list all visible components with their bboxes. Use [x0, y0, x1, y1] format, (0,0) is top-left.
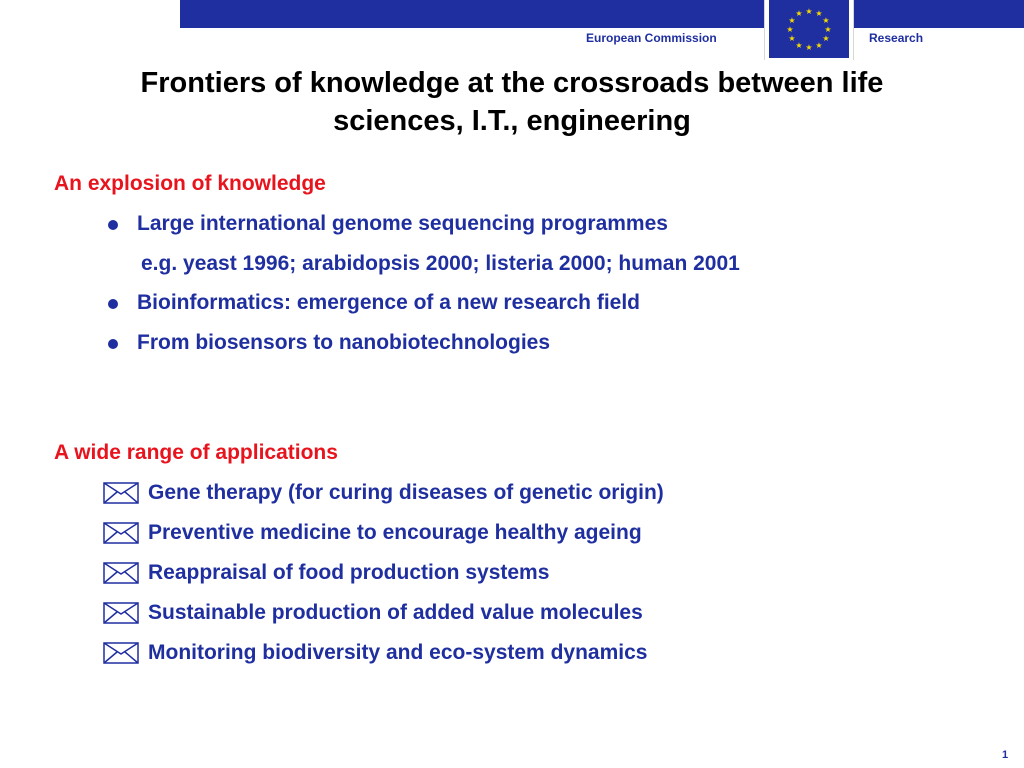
list-item: From biosensors to nanobiotechnologies	[137, 331, 551, 354]
svg-text:★: ★	[815, 9, 823, 18]
bullet-dot-icon	[108, 299, 118, 309]
svg-text:★: ★	[805, 7, 813, 16]
bullet-dot-icon	[108, 220, 118, 230]
envelope-bullet-icon	[103, 522, 139, 544]
page-number: 1	[1002, 749, 1009, 761]
svg-text:★: ★	[788, 34, 796, 43]
list-item: Bioinformatics: emergence of a new research field	[137, 291, 640, 314]
european-commission-label: European Commission	[586, 31, 717, 45]
eu-flag-logo	[764, 0, 854, 60]
header-bar	[180, 0, 1024, 28]
section-heading-knowledge: An explosion of knowledge	[54, 172, 326, 195]
svg-text:★: ★	[824, 25, 832, 34]
svg-text:★: ★	[805, 43, 813, 52]
list-item: Monitoring biodiversity and eco-system dynamics	[148, 641, 648, 664]
svg-text:★: ★	[822, 16, 830, 25]
list-item: Gene therapy (for curing diseases of genetic origin)	[148, 481, 664, 504]
list-item: Preventive medicine to encourage healthy ageing	[148, 521, 642, 544]
envelope-bullet-icon	[103, 482, 139, 504]
eu-flag-icon	[769, 0, 849, 58]
svg-text:★: ★	[786, 25, 794, 34]
svg-text:★: ★	[822, 34, 830, 43]
slide-title: Frontiers of knowledge at the crossroads between life sciences, I.T., engineering	[140, 67, 884, 137]
section-heading-applications: A wide range of applications	[54, 441, 338, 464]
bullet-dot-icon	[108, 339, 118, 349]
svg-text:★: ★	[795, 41, 803, 50]
example-line: e.g. yeast 1996; arabidopsis 2000; listeria 2000; human 2001	[141, 252, 740, 275]
envelope-bullet-icon	[103, 642, 139, 664]
list-item: Reappraisal of food production systems	[148, 561, 550, 584]
svg-text:★: ★	[815, 41, 823, 50]
svg-text:★: ★	[788, 16, 796, 25]
list-item: Large international genome sequencing programmes	[137, 212, 668, 235]
svg-text:★: ★	[795, 9, 803, 18]
list-item: Sustainable production of added value molecules	[148, 601, 643, 624]
envelope-bullet-icon	[103, 602, 139, 624]
research-label: Research	[869, 31, 924, 45]
envelope-bullet-icon	[103, 562, 139, 584]
